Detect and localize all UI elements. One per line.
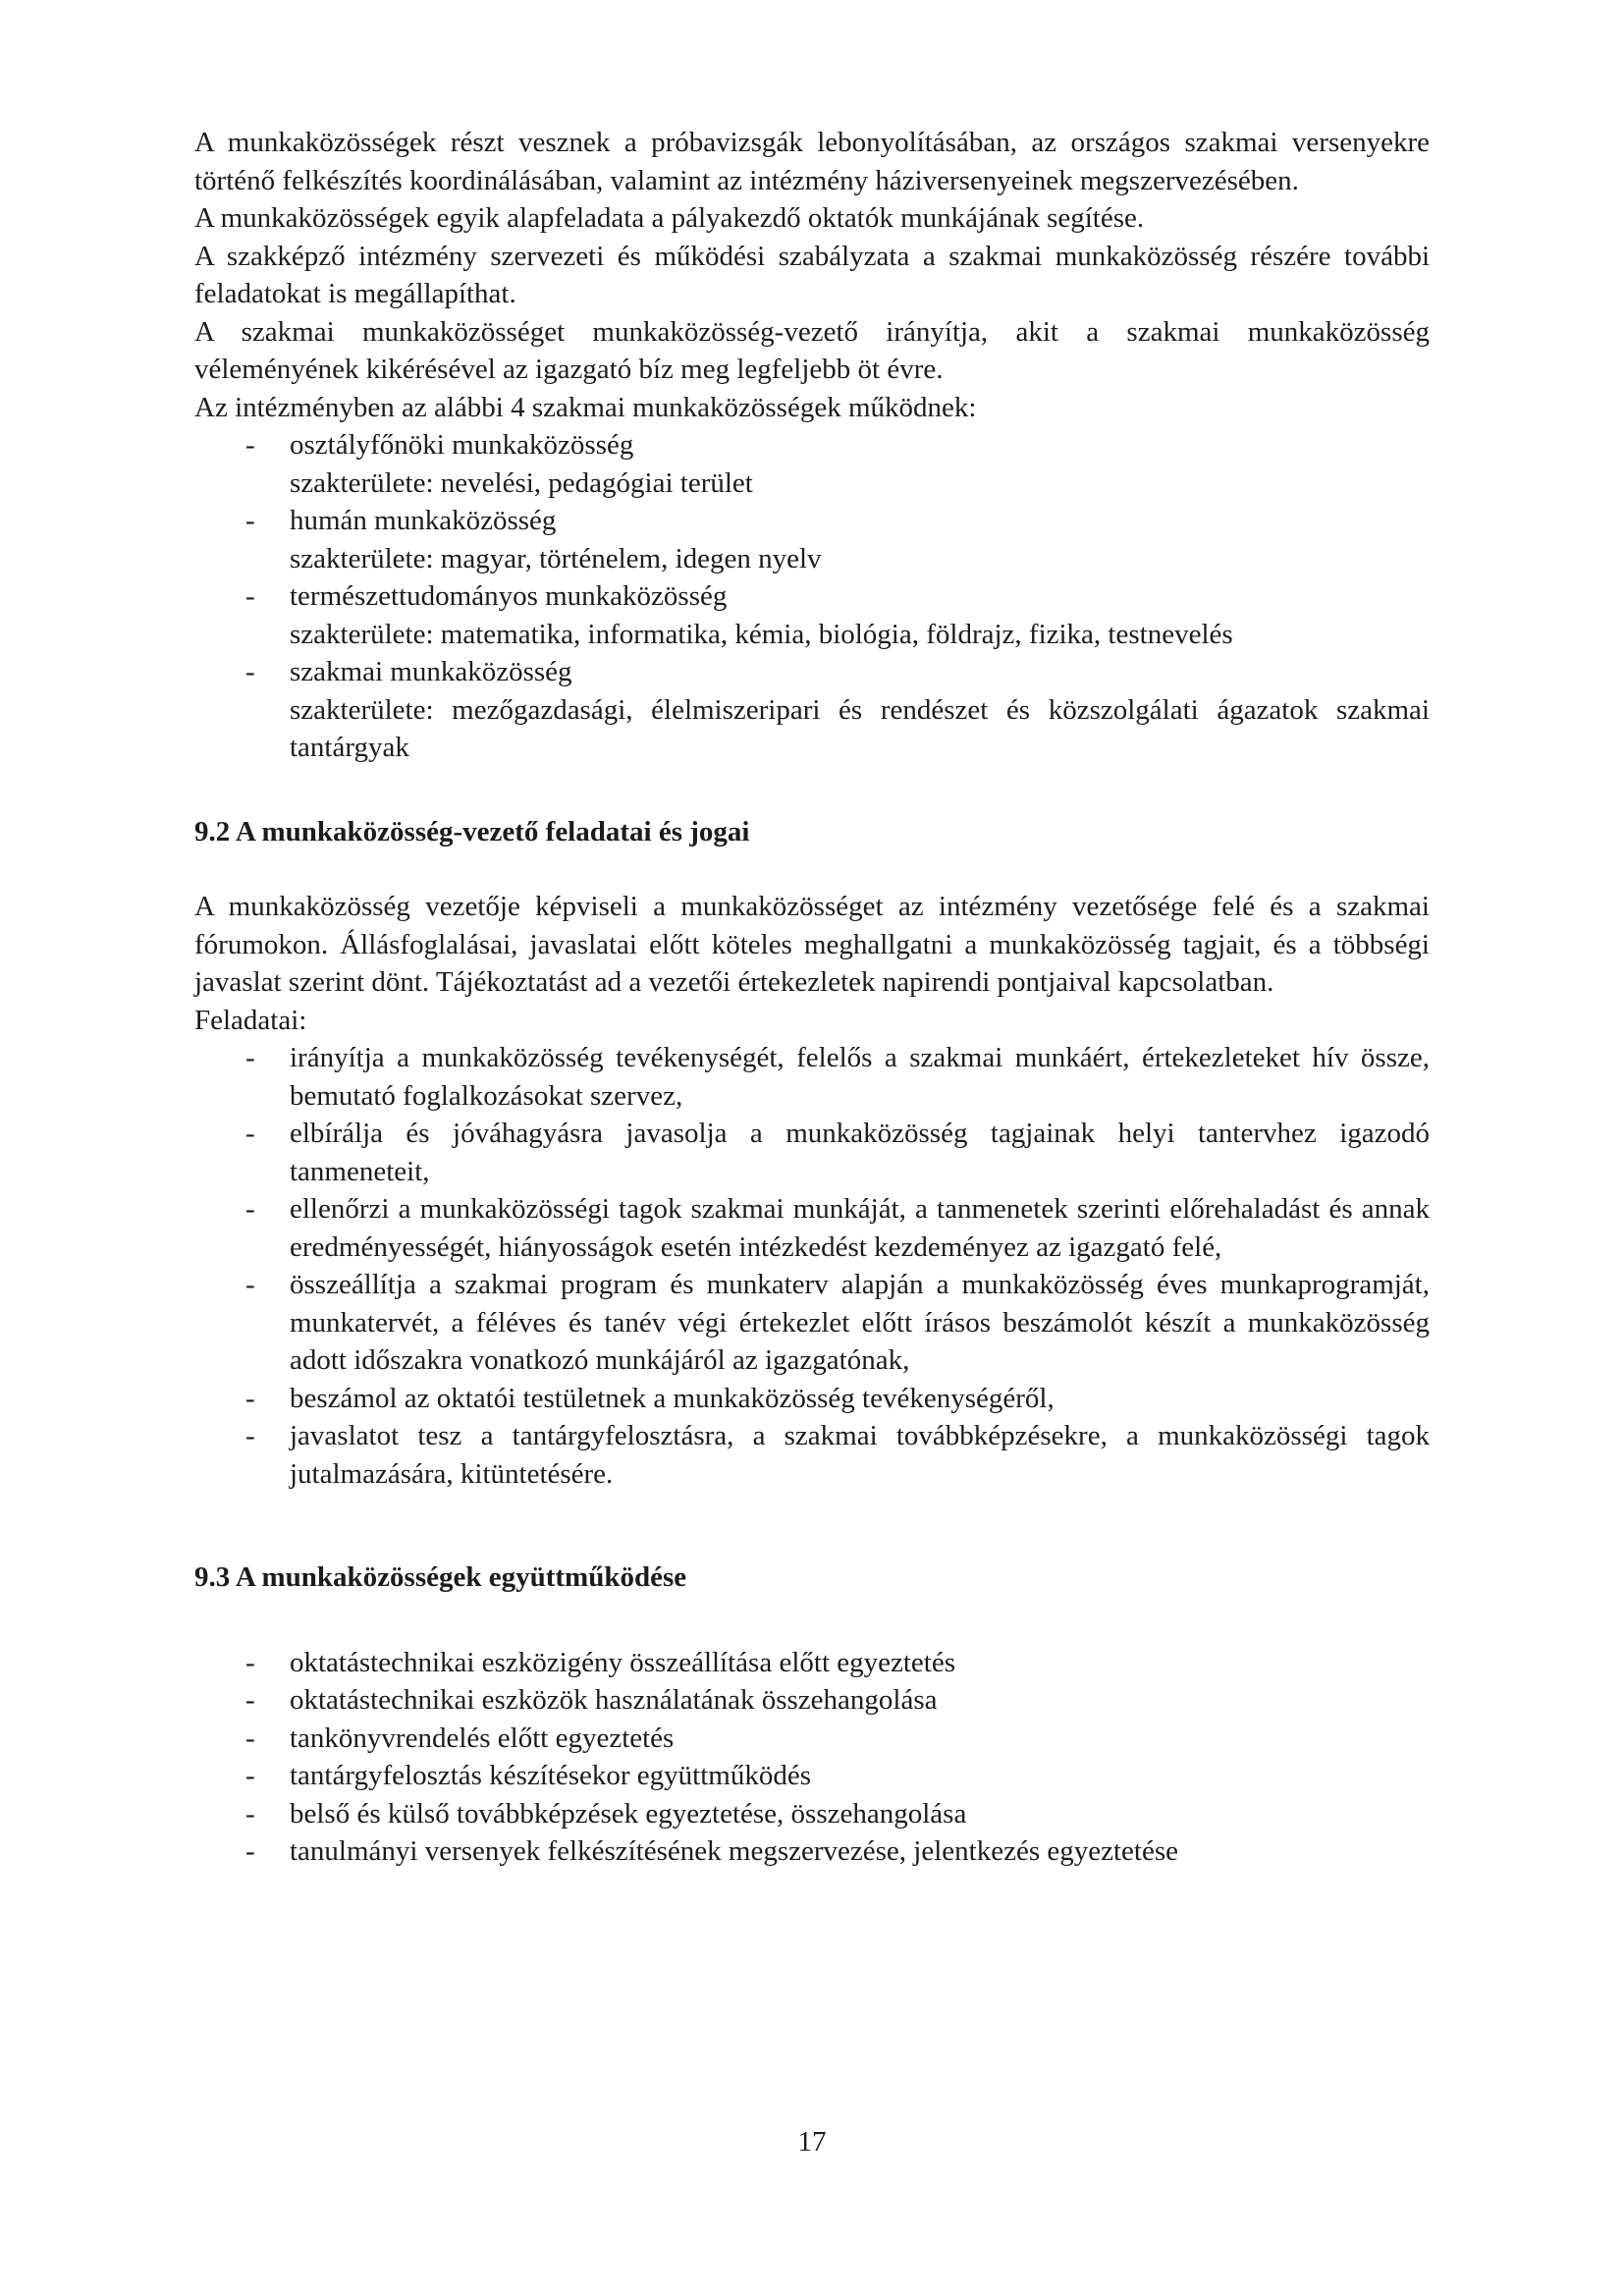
page-number: 17 [797, 2126, 827, 2158]
list-item-detail: szakterülete: mezőgazdasági, élelmiszeripari és rendészet és közszolgálati ágazatok szakmai tantárgyak [290, 693, 1430, 763]
dash-bullet-icon: - [245, 1760, 255, 1791]
list-item-text: összeállítja a szakmai program és munkaterv alapján a munkaközösség éves munkaprogramját, munkatervét, a féléves és tanév végi értekezlet előtt írásos beszámolót készít a munkaközösség adott időszakra vonatkozó munkájáról az igazgatónak, [290, 1269, 1430, 1376]
list-item [194, 1644, 1430, 1682]
list-item-detail: szakterülete: matematika, informatika, kémia, biológia, földrajz, fizika, testnevelés [290, 618, 1233, 650]
list-item [194, 653, 1430, 767]
paragraph-intro-2: A munkaközösségek egyik alapfeladata a pályakezdő oktatók munkájának segítése. [194, 202, 1145, 234]
dash-bullet-icon: - [245, 1684, 255, 1716]
list-item [194, 1757, 1430, 1795]
dash-bullet-icon: - [245, 1193, 255, 1225]
spacer [194, 1493, 1430, 1539]
list-item-title: szakmai munkaközösség [290, 656, 572, 687]
list-item-text: oktatástechnikai eszközigény összeállítása előtt egyeztetés [290, 1646, 956, 1678]
dash-bullet-icon: - [245, 656, 255, 687]
list-item-text: irányítja a munkaközösség tevékenységét, felelős a szakmai munkáért, értekezleteket hív össze, bemutató foglalkozásokat szervez, [290, 1042, 1430, 1112]
list-item [194, 1115, 1430, 1190]
list-item [194, 1681, 1430, 1720]
paragraph-intro-1: A munkaközösségek részt vesznek a próbavizsgák lebonyolításában, az országos szakmai versenyekre történő felkészítés koordinálásában, valamint az intézmény háziversenyeinek megszervezésében. [194, 127, 1430, 196]
list-item-text: belső és külső továbbképzések egyeztetése, összehangolása [290, 1797, 967, 1830]
spacer [194, 767, 1430, 813]
dash-bullet-icon: - [245, 1646, 255, 1678]
list-item [194, 1832, 1430, 1871]
list-item [194, 1795, 1430, 1833]
dash-bullet-icon: - [245, 1420, 255, 1451]
page-content [194, 124, 1430, 1871]
list-item [194, 1380, 1430, 1418]
list-item-text: tanulmányi versenyek felkészítésének megszervezése, jelentkezés egyeztetése [290, 1835, 1178, 1867]
paragraph-intro-3: A szakképző intézmény szervezeti és működési szabályzata a szakmai munkaközösség részére további feladatokat is megállapíthat. [194, 240, 1430, 309]
dash-bullet-icon: - [245, 1835, 255, 1867]
dash-bullet-icon: - [245, 1382, 255, 1414]
spacer [194, 1597, 1430, 1634]
list-item-title: osztályfőnöki munkaközösség [290, 429, 634, 461]
list-intro-feladatai: Feladatai: [194, 1004, 307, 1036]
list-item-text: oktatástechnikai eszközök használatának összehangolása [290, 1684, 938, 1716]
list-item-text: ellenőrzi a munkaközösségi tagok szakmai munkáját, a tanmenetek szerinti előrehaladást és annak eredményességét, hiányosságok esetén intézkedést kezdeményez az igazgató felé, [290, 1193, 1430, 1263]
spacer [194, 850, 1430, 888]
list-item [194, 1190, 1430, 1266]
list-item [194, 426, 1430, 502]
dash-bullet-icon: - [245, 1797, 255, 1830]
paragraph-intro-4: A szakmai munkaközösséget munkaközösség-vezető irányítja, akit a szakmai munkaközösség véleményének kikérésével az igazgató bíz meg legfeljebb öt évre. [194, 315, 1430, 385]
list-item [194, 1417, 1430, 1493]
list-item-detail: szakterülete: nevelési, pedagógiai terület [290, 466, 753, 499]
list-item [194, 1266, 1430, 1380]
list-item [194, 577, 1430, 653]
dash-bullet-icon: - [245, 580, 255, 612]
dash-bullet-icon: - [245, 1042, 255, 1073]
munkakozosseg-type-list [194, 426, 1430, 767]
list-item-detail: szakterülete: magyar, történelem, idegen nyelv [290, 542, 822, 574]
dash-bullet-icon: - [245, 505, 255, 536]
feladatai-list [194, 1039, 1430, 1493]
dash-bullet-icon: - [245, 429, 255, 461]
spacer [194, 1634, 1430, 1644]
list-item-text: tankönyvrendelés előtt egyeztetés [290, 1722, 675, 1754]
paragraph-section-9-2: A munkaközösség vezetője képviseli a munkaközösséget az intézmény vezetősége felé és a szakmai fórumokon. Állásfoglalásai, javaslatai előtt köteles meghallgatni a munkaközösség tagjait, és a többségi javaslat szerint dönt. Tájékoztatást ad a vezetői értekezletek napirendi pontjaival kapcsolatban. [194, 891, 1430, 998]
list-item-text: tantárgyfelosztás készítésekor együttműködés [290, 1760, 811, 1791]
list-item-text: elbírálja és jóváhagyásra javasolja a munkaközösség tagjainak helyi tantervhez igazodó tanmeneteit, [290, 1118, 1430, 1187]
dash-bullet-icon: - [245, 1118, 255, 1149]
section-heading-9-3: 9.3 A munkaközösségek együttműködése [194, 1561, 687, 1593]
list-item-title: humán munkaközösség [290, 505, 557, 536]
section-heading-9-2: 9.2 A munkaközösség-vezető feladatai és jogai [194, 815, 750, 847]
list-item [194, 502, 1430, 577]
dash-bullet-icon: - [245, 1722, 255, 1754]
egyuttmukodes-list [194, 1644, 1430, 1871]
paragraph-intro-5: Az intézményben az alábbi 4 szakmai munkaközösségek működnek: [194, 391, 977, 423]
spacer [194, 1539, 1430, 1558]
list-item-text: beszámol az oktatói testületnek a munkaközösség tevékenységéről, [290, 1382, 1055, 1414]
list-item [194, 1039, 1430, 1115]
list-item-text: javaslatot tesz a tantárgyfelosztásra, a szakmai továbbképzésekre, a munkaközösségi tagok jutalmazására, kitüntetésére. [290, 1420, 1430, 1490]
dash-bullet-icon: - [245, 1269, 255, 1300]
list-item-title: természettudományos munkaközösség [290, 580, 728, 612]
list-item [194, 1720, 1430, 1758]
